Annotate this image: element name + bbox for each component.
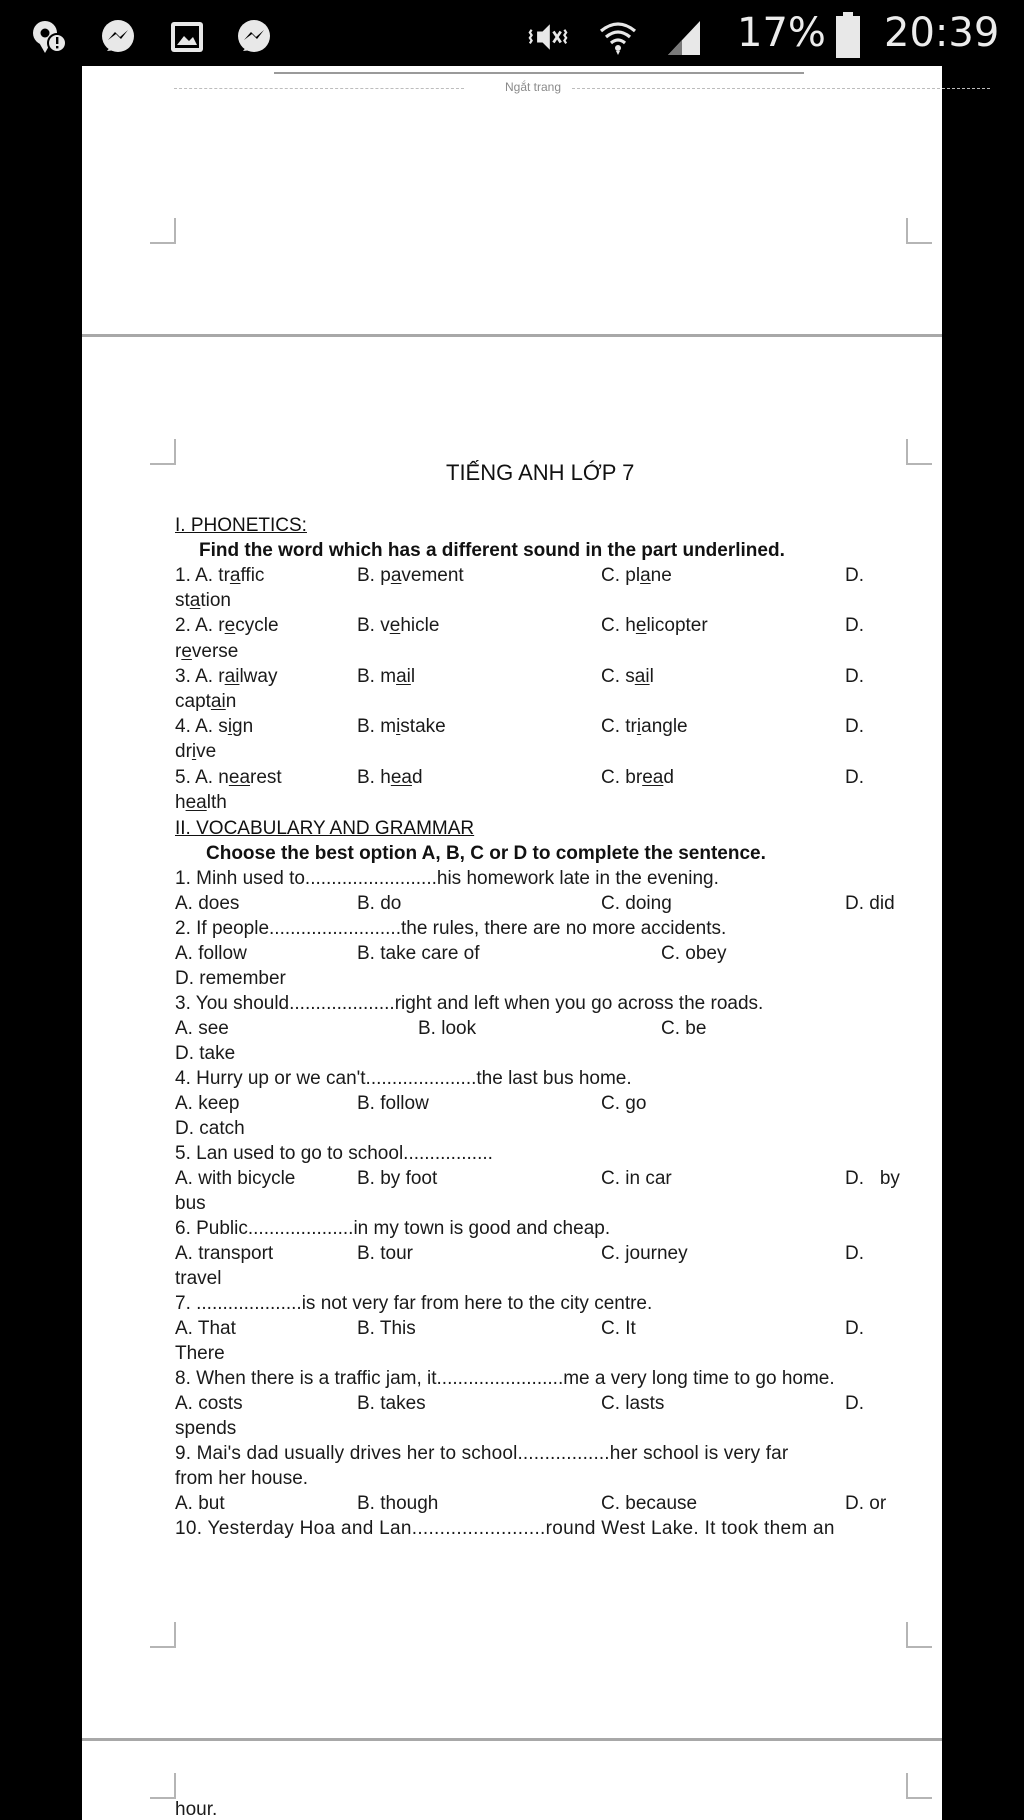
option-d: D. — [845, 1243, 864, 1264]
option-d: D. remember — [175, 968, 286, 989]
option-a — [175, 613, 279, 638]
underlined-letters: i — [636, 716, 642, 738]
option-d: D. — [845, 665, 864, 687]
option-c — [601, 714, 688, 739]
question-text: 3. You should....................right and left when you go across the roads. — [175, 993, 764, 1014]
battery-percentage: 17% — [737, 10, 826, 56]
option-b: B. takes — [357, 1393, 426, 1414]
crop-mark — [150, 218, 176, 244]
option-text: cycle — [235, 615, 279, 637]
underlined-letters: i — [396, 716, 401, 738]
option-c — [601, 664, 654, 689]
option-text: B. v — [357, 615, 390, 637]
crop-mark — [150, 1622, 176, 1648]
option-d: D. — [845, 615, 864, 637]
underlined-letters: e — [181, 640, 192, 662]
option-text: C. pl — [601, 565, 641, 586]
underlined-letters: ai — [224, 665, 240, 687]
section-heading: II. VOCABULARY AND GRAMMAR — [175, 818, 475, 839]
option-a — [175, 714, 253, 739]
clock: 20:39 — [884, 10, 1000, 56]
option-d-wrap: spends — [175, 1418, 237, 1439]
option-d-wrap: bus — [175, 1193, 206, 1214]
option-a: A. see — [175, 1018, 229, 1039]
header-rule — [274, 72, 804, 74]
option-text: capt — [175, 691, 211, 712]
option-text: gn — [232, 716, 254, 738]
question-text: 5. Lan used to go to school................. — [175, 1143, 493, 1164]
option-d: D. — [845, 716, 864, 738]
option-text: C. tr — [601, 716, 637, 738]
option-text: 3. A. r — [175, 665, 225, 687]
underlined-letters: a — [189, 590, 201, 612]
option-a: A. does — [175, 893, 240, 914]
option-text: l — [410, 665, 416, 687]
option-d: D. catch — [175, 1118, 245, 1139]
option-d: D. — [845, 1318, 864, 1339]
page-break-label: Ngắt trang — [505, 80, 562, 94]
option-b: B. tour — [357, 1243, 413, 1264]
messenger-icon — [98, 17, 138, 57]
option-text: r — [175, 640, 182, 662]
option-text: 2. A. r — [175, 615, 225, 637]
vibrate-mute-icon — [528, 17, 568, 57]
option-d: D. — [845, 1393, 864, 1414]
option-b: B. by foot — [357, 1168, 438, 1189]
underlined-letters: ai — [396, 665, 411, 687]
option-a: A. keep — [175, 1093, 240, 1114]
underlined-letters: ai — [634, 665, 650, 687]
option-a: A. costs — [175, 1393, 243, 1414]
document-page-1 — [82, 66, 942, 336]
option-text: hicle — [400, 615, 440, 637]
option-d: D. take — [175, 1043, 236, 1064]
option-text: C. br — [601, 766, 643, 788]
option-d-wrap — [175, 689, 236, 714]
page-break-line-left — [174, 88, 464, 89]
option-c — [601, 613, 708, 638]
option-c — [601, 765, 674, 790]
option-b — [357, 613, 439, 638]
option-c — [601, 563, 672, 588]
messenger-icon — [234, 17, 274, 57]
question-text: 2. If people.........................the rules, there are no more accidents. — [175, 918, 727, 939]
status-bar — [0, 0, 1024, 66]
underlined-letters: e — [224, 615, 236, 637]
option-a: A. with bicycle — [175, 1168, 296, 1189]
option-text: B. h — [357, 766, 391, 788]
option-text: st — [175, 590, 190, 612]
option-c: C. go — [601, 1093, 647, 1114]
option-text: C. h — [601, 615, 636, 637]
crop-mark — [150, 1773, 176, 1799]
signal-icon — [664, 17, 704, 57]
option-text: B. m — [357, 716, 397, 738]
option-b: B. follow — [357, 1093, 429, 1114]
option-d: D. — [845, 565, 864, 586]
document-page-3 — [82, 1741, 942, 1820]
option-b — [357, 664, 415, 689]
option-text: rest — [250, 766, 282, 788]
option-b — [357, 714, 446, 739]
underlined-letters: ai — [210, 691, 226, 712]
option-text: licopter — [646, 615, 708, 637]
option-d-wrap — [175, 739, 216, 764]
question-text: 6. Public....................in my town is good and cheap. — [175, 1218, 611, 1239]
option-d: D. — [845, 766, 864, 788]
option-text: dr — [175, 741, 192, 763]
crop-mark — [906, 218, 932, 244]
option-text: ffic — [240, 565, 265, 586]
option-c: C. It — [601, 1318, 636, 1339]
crop-mark — [150, 439, 176, 465]
underlined-letters: a — [390, 565, 402, 586]
option-text: B. p — [357, 565, 391, 586]
option-text: verse — [191, 640, 239, 662]
option-text: 5. A. n — [175, 766, 229, 788]
question-text: 7. ....................is not very far from here to the city centre. — [175, 1293, 653, 1314]
option-a — [175, 664, 277, 689]
question-text: 9. Mai's dad usually drives her to school.................her school is very far — [175, 1443, 789, 1464]
crop-mark — [906, 1773, 932, 1799]
option-d-wrap — [175, 639, 238, 664]
option-b: B. do — [357, 893, 402, 914]
option-text: ve — [196, 741, 217, 763]
option-c: C. doing — [601, 893, 672, 914]
option-c: C. obey — [661, 943, 727, 964]
option-d-wrap — [175, 790, 227, 815]
option-text: C. s — [601, 665, 635, 687]
option-text: B. m — [357, 665, 397, 687]
option-text: d — [411, 766, 423, 788]
option-text: 1. A. tr — [175, 565, 230, 586]
underlined-letters: ea — [185, 791, 207, 813]
option-b: B. take care of — [357, 943, 480, 964]
option-c: C. be — [661, 1018, 707, 1039]
gallery-icon — [167, 17, 207, 57]
option-d-wrap: There — [175, 1343, 225, 1364]
underlined-letters: e — [635, 615, 647, 637]
option-d: D. by — [845, 1168, 900, 1189]
option-b — [357, 563, 464, 588]
underlined-letters: i — [227, 716, 233, 738]
option-text: lway — [239, 665, 278, 687]
document-title: TIẾNG ANH LỚP 7 — [446, 460, 635, 485]
option-text: n — [225, 691, 237, 712]
question-text: 4. Hurry up or we can't.....................the last bus home. — [175, 1068, 632, 1089]
option-text: angle — [641, 716, 688, 738]
option-text: ne — [650, 565, 672, 586]
question-text: 8. When there is a traffic jam, it........................me a very long time to go home. — [175, 1368, 835, 1389]
underlined-letters: ea — [390, 766, 412, 788]
question-text: 1. Minh used to.........................his homework late in the evening. — [175, 868, 719, 889]
option-c: C. because — [601, 1493, 698, 1514]
option-b: B. This — [357, 1318, 416, 1339]
document-body — [175, 337, 915, 1741]
option-b: B. look — [418, 1018, 477, 1039]
option-text: stake — [400, 716, 446, 738]
underlined-letters: ea — [228, 766, 251, 788]
question-text: 10. Yesterday Hoa and Lan........................round West Lake. It took them an — [175, 1518, 835, 1539]
battery-icon — [834, 12, 862, 58]
location-alert-icon — [28, 17, 68, 57]
underlined-letters: a — [640, 565, 651, 586]
option-c: C. in car — [601, 1168, 672, 1189]
option-c: C. lasts — [601, 1393, 665, 1414]
option-text: lth — [206, 791, 227, 813]
option-a: A. transport — [175, 1243, 274, 1264]
section-heading: I. PHONETICS: — [175, 515, 307, 536]
crop-mark — [906, 1622, 932, 1648]
option-text: vement — [401, 565, 464, 586]
option-text: tion — [200, 590, 231, 612]
underlined-letters: i — [191, 741, 197, 763]
option-d-wrap — [175, 588, 231, 613]
option-a: A. but — [175, 1493, 225, 1514]
document-viewer[interactable] — [0, 66, 1024, 1820]
underlined-letters: a — [229, 565, 241, 586]
option-text: h — [175, 791, 186, 813]
option-a: A. follow — [175, 943, 247, 964]
option-b — [357, 765, 423, 790]
underlined-letters: ea — [642, 766, 664, 788]
question-text-wrap: from her house. — [175, 1468, 309, 1489]
option-text: l — [649, 665, 654, 687]
option-a — [175, 563, 264, 588]
option-text: d — [663, 766, 674, 788]
underlined-letters: e — [389, 615, 401, 637]
page-break-line-right — [572, 88, 990, 89]
option-a: A. That — [175, 1318, 236, 1339]
section-instruction: Find the word which has a different sound in the part underlined. — [199, 540, 785, 561]
option-d: D. or — [845, 1493, 887, 1514]
document-page-2 — [82, 337, 942, 1741]
option-d: D. did — [845, 893, 895, 914]
option-d-wrap: travel — [175, 1268, 222, 1289]
continued-text: hour. — [175, 1799, 218, 1820]
option-a — [175, 765, 282, 790]
section-instruction: Choose the best option A, B, C or D to complete the sentence. — [206, 843, 766, 864]
option-text: 4. A. s — [175, 716, 228, 738]
option-c: C. journey — [601, 1243, 688, 1264]
wifi-icon — [598, 17, 638, 57]
option-b: B. though — [357, 1493, 439, 1514]
